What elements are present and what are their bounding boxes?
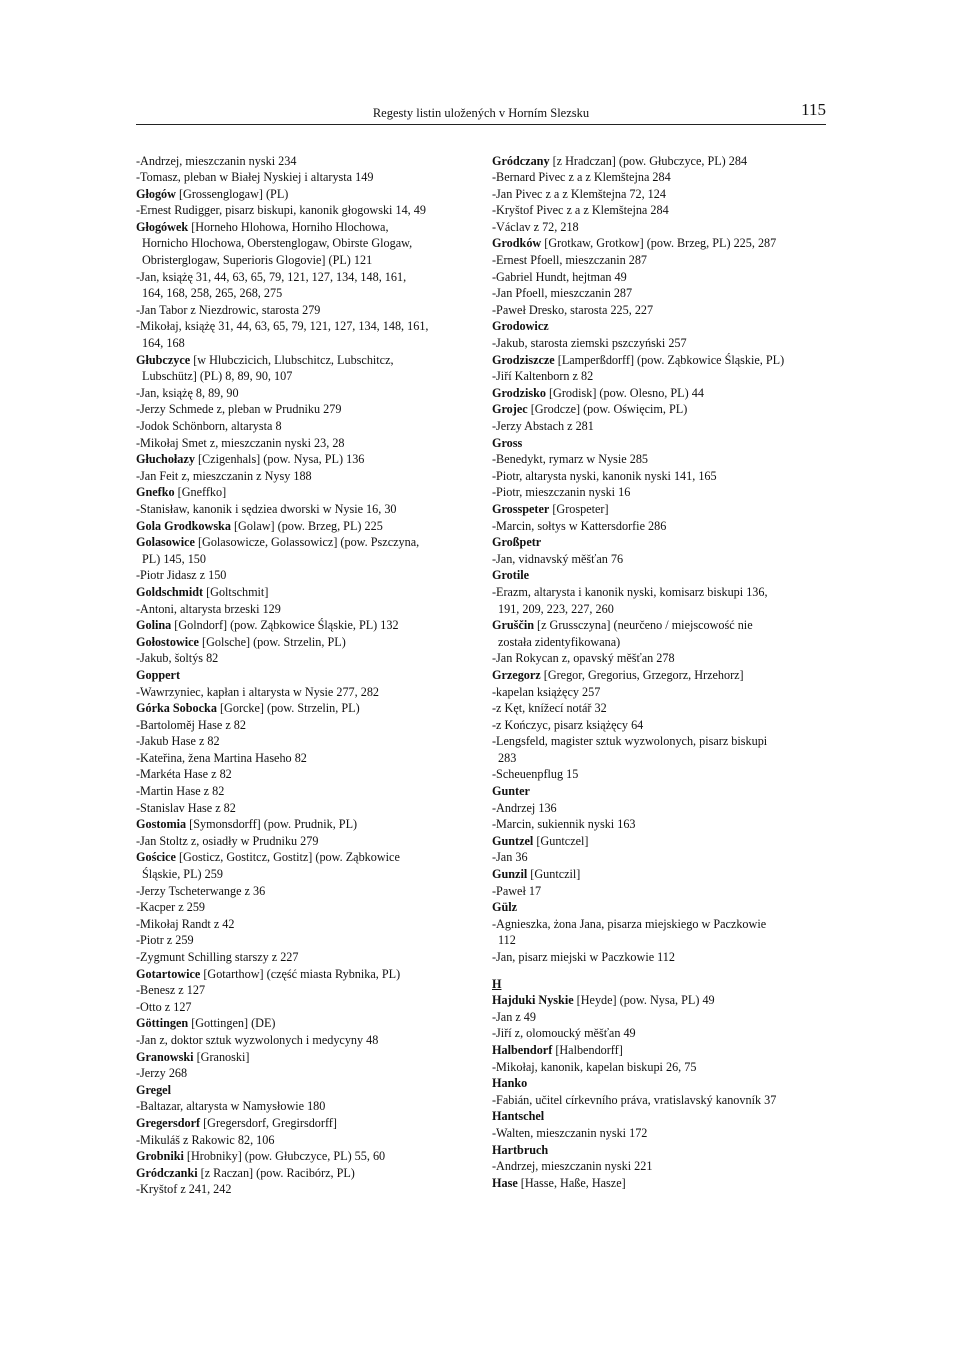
index-headword-entry xyxy=(492,1108,832,1125)
entry-text: -Andrzej, mieszczanin nyski 221 xyxy=(492,1159,653,1174)
entry-text: -Ernest Pfoell, mieszczanin 287 xyxy=(492,253,648,268)
entry-text: [Czigenhals] (pow. Nysa, PL) 136 xyxy=(194,452,365,467)
index-headword-entry xyxy=(136,352,476,369)
index-subentry xyxy=(492,849,832,866)
headword: Grodzisko xyxy=(492,385,546,400)
entry-text: [Gneffko] xyxy=(174,485,227,500)
headword: Hajduki Nyskie xyxy=(492,993,574,1008)
index-subentry xyxy=(492,650,832,667)
entry-text: -Mikołaj, książę 31, 44, 63, 65, 79, 121, 127, 134, 148, 161, xyxy=(136,319,429,334)
index-subentry xyxy=(136,800,476,817)
index-subentry xyxy=(492,916,832,933)
headword: Gotartowice xyxy=(136,966,201,981)
index-subentry xyxy=(136,932,476,949)
headword: Gregel xyxy=(136,1082,171,1097)
entry-text: -Marcin, sołtys w Kattersdorfie 286 xyxy=(492,518,667,533)
headword: Górka Sobocka xyxy=(136,701,217,716)
index-headword-entry xyxy=(492,899,832,916)
index-subentry xyxy=(136,733,476,750)
index-subentry xyxy=(136,468,476,485)
headword: Głogów xyxy=(136,186,176,201)
index-subentry xyxy=(136,368,476,385)
headword: Grojec xyxy=(492,402,528,417)
entry-text: -Mikuláš z Rakowic 82, 106 xyxy=(136,1132,275,1147)
index-headword-entry xyxy=(492,567,832,584)
index-headword-entry xyxy=(136,186,476,203)
index-subentry xyxy=(136,1181,476,1198)
headword: Grodków xyxy=(492,236,542,251)
index-subentry xyxy=(136,833,476,850)
entry-text: -Bartoloměj Hase z 82 xyxy=(136,717,246,732)
index-subentry xyxy=(136,302,476,319)
headword: Grzegorz xyxy=(492,667,541,682)
index-subentry xyxy=(492,335,832,352)
index-headword-entry xyxy=(492,401,832,418)
headword: Gostomia xyxy=(136,817,187,832)
index-subentry xyxy=(492,302,832,319)
index-headword-entry xyxy=(492,318,832,335)
entry-text: -Jiří z, olomoucký měšťan 49 xyxy=(492,1026,636,1041)
headword: Gola Grodkowska xyxy=(136,518,231,533)
index-subentry xyxy=(136,551,476,568)
entry-text: [Gosticz, Gostitcz, Gostitz] (pow. Ząbkowice xyxy=(175,850,400,865)
index-subentry xyxy=(136,684,476,701)
index-subentry xyxy=(136,501,476,518)
entry-text: -Fabián, učitel církevního práva, vratislavský kanovník 37 xyxy=(492,1092,777,1107)
entry-text: -Erazm, altarysta i kanonik nyski, komisarz biskupi 136, xyxy=(492,584,768,599)
entry-text: 191, 209, 223, 227, 260 xyxy=(498,601,614,616)
index-subentry xyxy=(136,601,476,618)
entry-text: [Hrobniky] (pow. Głubczyce, PL) 55, 60 xyxy=(183,1149,386,1164)
entry-text: [Gregersdorf, Gregirsdorff] xyxy=(200,1115,337,1130)
entry-text: -Bernard Pivec z a z Klemštejna 284 xyxy=(492,170,671,185)
index-headword-entry xyxy=(492,235,832,252)
entry-text: 283 xyxy=(498,750,517,765)
index-subentry xyxy=(492,285,832,302)
entry-text: -Paweł 17 xyxy=(492,883,542,898)
entry-text: -Jakub, šoltýs 82 xyxy=(136,651,219,666)
index-headword-entry xyxy=(492,992,832,1009)
index-subentry xyxy=(492,883,832,900)
index-subentry xyxy=(492,186,832,203)
index-subentry xyxy=(136,235,476,252)
index-headword-entry xyxy=(136,534,476,551)
index-subentry xyxy=(136,866,476,883)
index-headword-entry xyxy=(136,584,476,601)
headword: Gunter xyxy=(492,784,530,799)
entry-text: -Gabriel Hundt, hejtman 49 xyxy=(492,269,627,284)
index-subentry xyxy=(492,252,832,269)
entry-text: -Kacper z 259 xyxy=(136,900,206,915)
index-subentry xyxy=(136,717,476,734)
index-headword-entry xyxy=(136,849,476,866)
entry-text: -Tomasz, pleban w Białej Nyskiej i altarysta 149 xyxy=(136,170,374,185)
entry-text: -Piotr z 259 xyxy=(136,933,194,948)
index-column-left xyxy=(136,153,476,1198)
entry-text: -Jerzy Tscheterwange z 36 xyxy=(136,883,266,898)
index-subentry xyxy=(492,601,832,618)
index-subentry xyxy=(492,551,832,568)
entry-text: -Jakub, starosta ziemski pszczyński 257 xyxy=(492,336,687,351)
index-subentry xyxy=(136,567,476,584)
index-headword-entry xyxy=(492,435,832,452)
entry-text: [Lamperßdorff] (pow. Ząbkowice Śląskie, PL) xyxy=(554,352,785,367)
entry-text: [Grodisk] (pow. Olesno, PL) 44 xyxy=(545,385,704,400)
entry-text: -Jan Tabor z Niezdrowic, starosta 279 xyxy=(136,302,321,317)
headword: Gregersdorf xyxy=(136,1115,201,1130)
entry-text: [Symonsdorff] (pow. Prudnik, PL) xyxy=(186,817,358,832)
entry-text: [Golsche] (pow. Strzelin, PL) xyxy=(198,634,346,649)
index-headword-entry xyxy=(136,617,476,634)
index-subentry xyxy=(492,634,832,651)
index-subentry xyxy=(492,800,832,817)
index-subentry xyxy=(136,1098,476,1115)
index-subentry xyxy=(492,717,832,734)
index-headword-entry xyxy=(492,1075,832,1092)
entry-text: [Grodcze] (pow. Oświęcim, PL) xyxy=(527,402,688,417)
headword: Göttingen xyxy=(136,1016,189,1031)
entry-text: -Jan Feit z, mieszczanin z Nysy 188 xyxy=(136,468,312,483)
headword: Guntzel xyxy=(492,833,534,848)
page-number: 115 xyxy=(801,100,826,119)
index-headword-entry xyxy=(492,667,832,684)
entry-text: -kapelan książęcy 257 xyxy=(492,684,601,699)
entry-text: -Jan, książę 31, 44, 63, 65, 79, 121, 127, 134, 148, 161, xyxy=(136,269,407,284)
index-subentry xyxy=(492,816,832,833)
index-subentry xyxy=(492,932,832,949)
entry-text: -Jan Pfoell, mieszczanin 287 xyxy=(492,286,633,301)
entry-text: [Guntczil] xyxy=(527,867,581,882)
index-subentry xyxy=(492,684,832,701)
entry-text: -Jan Rokycan z, opavský měšťan 278 xyxy=(492,651,675,666)
entry-text: 164, 168, 258, 265, 268, 275 xyxy=(142,286,283,301)
headword: Głogówek xyxy=(136,219,189,234)
index-subentry xyxy=(492,700,832,717)
index-subentry xyxy=(136,435,476,452)
headword: Gross xyxy=(492,435,523,450)
index-subentry xyxy=(492,219,832,236)
index-subentry xyxy=(492,202,832,219)
index-subentry xyxy=(492,1059,832,1076)
entry-text: -Antoni, altarysta brzeski 129 xyxy=(136,601,281,616)
index-subentry xyxy=(136,318,476,335)
index-headword-entry xyxy=(136,451,476,468)
index-subentry xyxy=(136,982,476,999)
headword: Goppert xyxy=(136,667,181,682)
entry-text: -Kryštof Pivec z a z Klemštejna 284 xyxy=(492,203,669,218)
entry-text: -Jan 36 xyxy=(492,850,528,865)
entry-text: [Granoski] xyxy=(193,1049,250,1064)
entry-text: -Mikołaj Smet z, mieszczanin nyski 23, 28 xyxy=(136,435,345,450)
index-subentry xyxy=(492,1092,832,1109)
entry-text: -Benesz z 127 xyxy=(136,983,206,998)
index-headword-entry xyxy=(136,1082,476,1099)
entry-text: [Grossenglogaw] (PL) xyxy=(175,186,289,201)
index-subentry xyxy=(492,269,832,286)
headword: Grodziszcze xyxy=(492,352,555,367)
index-headword-entry xyxy=(492,783,832,800)
index-subentry xyxy=(492,468,832,485)
entry-text: [Golndorf] (pow. Ząbkowice Śląskie, PL) 132 xyxy=(171,618,399,633)
headword: Hase xyxy=(492,1175,518,1190)
index-subentry xyxy=(136,899,476,916)
entry-text: -Baltazar, altarysta w Namysłowie 180 xyxy=(136,1099,326,1114)
entry-text: -z Kęt, knížecí notář 32 xyxy=(492,701,607,716)
entry-text: [Gotarthow] (część miasta Rybnika, PL) xyxy=(200,966,401,981)
entry-text: -Jerzy Schmede z, pleban w Prudniku 279 xyxy=(136,402,342,417)
entry-text: [w Hlubczicich, Llubschitcz, Lubschitcz, xyxy=(190,352,394,367)
index-subentry xyxy=(136,1065,476,1082)
index-subentry xyxy=(136,418,476,435)
entry-text: [z Raczan] (pow. Racibórz, PL) xyxy=(197,1165,355,1180)
section-letter: H xyxy=(492,976,502,991)
index-headword-entry xyxy=(492,833,832,850)
entry-text: została zidentyfikowana) xyxy=(498,634,621,649)
index-subentry xyxy=(136,883,476,900)
entry-text: -Jan, pisarz miejski w Paczkowie 112 xyxy=(492,950,675,964)
index-headword-entry xyxy=(136,1115,476,1132)
index-subentry xyxy=(492,949,832,966)
entry-text: -Piotr, altarysta nyski, kanonik nyski 141, 165 xyxy=(492,468,717,483)
page-header xyxy=(136,100,826,125)
entry-text: [Horneho Hlohowa, Horniho Hlochowa, xyxy=(188,219,389,234)
index-headword-entry xyxy=(492,1175,832,1192)
index-subentry xyxy=(136,169,476,186)
index-subentry xyxy=(136,916,476,933)
index-headword-entry xyxy=(136,1049,476,1066)
entry-text: [Grospeter] xyxy=(549,501,609,516)
entry-text: [Gottingen] (DE) xyxy=(188,1016,276,1031)
running-title: Regesty listin uložených v Horním Slezsku xyxy=(372,106,590,120)
entry-text: Hornicho Hlochowa, Oberstenglogaw, Obirste Glogaw, xyxy=(142,236,413,251)
index-headword-entry xyxy=(492,1142,832,1159)
index-subentry xyxy=(492,733,832,750)
entry-text: -Martin Hase z 82 xyxy=(136,784,225,799)
index-headword-entry xyxy=(136,816,476,833)
entry-text: -Markéta Hase z 82 xyxy=(136,767,232,782)
entry-text: -Jerzy Abstach z 281 xyxy=(492,419,594,433)
headword: Hartbruch xyxy=(492,1142,549,1157)
headword: Grobniki xyxy=(136,1149,184,1164)
index-headword-entry xyxy=(492,385,832,402)
entry-text: Obristerglogaw, Superioris Glogovie] (PL) 121 xyxy=(142,253,373,268)
entry-text: -Benedykt, rymarz w Nysie 285 xyxy=(492,452,649,467)
index-subentry xyxy=(136,1032,476,1049)
entry-text: [Hasse, Haße, Hasze] xyxy=(517,1175,626,1190)
index-subentry xyxy=(136,783,476,800)
index-headword-entry xyxy=(492,153,832,170)
index-subentry xyxy=(492,169,832,186)
headword: Granowski xyxy=(136,1049,194,1064)
index-headword-entry xyxy=(492,617,832,634)
entry-text: -Zygmunt Schilling starszy z 227 xyxy=(136,950,299,964)
entry-text: -Jan z, doktor sztuk wyzwolonych i medycyny 48 xyxy=(136,1032,379,1047)
index-subentry xyxy=(136,401,476,418)
index-subentry xyxy=(492,1158,832,1175)
index-headword-entry xyxy=(136,484,476,501)
index-subentry xyxy=(492,750,832,767)
headword: Hantschel xyxy=(492,1109,545,1124)
entry-text: -Marcin, sukiennik nyski 163 xyxy=(492,817,636,832)
index-subentry xyxy=(492,1025,832,1042)
entry-text: -Jan, książę 8, 89, 90 xyxy=(136,385,239,400)
index-column-right xyxy=(492,153,832,1192)
index-subentry xyxy=(492,584,832,601)
entry-text: [Heyde] (pow. Nysa, PL) 49 xyxy=(573,993,715,1008)
index-headword-entry xyxy=(136,634,476,651)
entry-text: -Jodok Schönborn, altarysta 8 xyxy=(136,419,282,433)
entry-text: -Stanisław, kanonik i sędziea dworski w Nysie 16, 30 xyxy=(136,501,397,516)
index-subentry xyxy=(492,451,832,468)
entry-text: -Jerzy 268 xyxy=(136,1066,188,1081)
entry-text: PL) 145, 150 xyxy=(142,551,206,566)
headword: Golasowice xyxy=(136,535,195,550)
index-subentry xyxy=(492,518,832,535)
index-headword-entry xyxy=(136,667,476,684)
index-subentry xyxy=(136,999,476,1016)
entry-text: -Piotr Jidasz z 150 xyxy=(136,568,227,583)
index-subentry xyxy=(136,1132,476,1149)
headword: Gołostowice xyxy=(136,634,199,649)
entry-text: -Andrzej 136 xyxy=(492,800,557,815)
entry-text: -Lengsfeld, magister sztuk wyzwolonych, pisarz biskupi xyxy=(492,734,768,749)
index-headword-entry xyxy=(136,1148,476,1165)
entry-text: [z Hradczan] (pow. Głubczyce, PL) 284 xyxy=(549,153,748,168)
index-subentry xyxy=(492,418,832,435)
index-headword-entry xyxy=(136,700,476,717)
headword: Gnefko xyxy=(136,485,175,500)
index-subentry xyxy=(492,484,832,501)
index-headword-entry xyxy=(492,501,832,518)
entry-text: [Gregor, Gregorius, Grzegorz, Hrzehorz] xyxy=(540,667,744,682)
entry-text: -Scheuenpflug 15 xyxy=(492,767,579,782)
entry-text: [Halbendorff] xyxy=(552,1042,623,1057)
index-subentry xyxy=(136,385,476,402)
entry-text: -Walten, mieszczanin nyski 172 xyxy=(492,1125,648,1140)
index-subentry xyxy=(136,153,476,170)
entry-text: [Golaw] (pow. Brzeg, PL) 225 xyxy=(230,518,383,533)
entry-text: -Jan, vidnavský měšťan 76 xyxy=(492,551,624,566)
entry-text: Lubschütz] (PL) 8, 89, 90, 107 xyxy=(142,369,293,384)
entry-text: -Jiří Kaltenborn z 82 xyxy=(492,369,594,384)
entry-text: -Ernest Rudigger, pisarz biskupi, kanonik głogowski 14, 49 xyxy=(136,203,426,218)
headword: Gródczany xyxy=(492,153,550,168)
headword: Gülz xyxy=(492,900,518,915)
index-subentry xyxy=(492,766,832,783)
index-headword-entry xyxy=(136,966,476,983)
entry-text: [Gorcke] (pow. Strzelin, PL) xyxy=(216,701,360,716)
index-subentry xyxy=(492,368,832,385)
entry-text: -Andrzej, mieszczanin nyski 234 xyxy=(136,153,297,168)
index-headword-entry xyxy=(492,534,832,551)
index-headword-entry xyxy=(136,219,476,236)
entry-text: [z Grussczyna] (neurčeno / miejscowość nie xyxy=(533,618,753,633)
index-headword-entry xyxy=(492,866,832,883)
entry-text: -Stanislav Hase z 82 xyxy=(136,800,236,815)
headword: Goldschmidt xyxy=(136,584,204,599)
headword: Gródczanki xyxy=(136,1165,198,1180)
entry-text: -Kryštof z 241, 242 xyxy=(136,1182,232,1197)
index-headword-entry xyxy=(492,352,832,369)
entry-text: -Jan z 49 xyxy=(492,1009,536,1024)
headword: Hanko xyxy=(492,1076,528,1091)
headword: Golina xyxy=(136,618,172,633)
entry-text: [Grotkaw, Grotkow] (pow. Brzeg, PL) 225, 287 xyxy=(541,236,777,251)
headword: Głuchołazy xyxy=(136,452,195,467)
index-subentry xyxy=(492,1009,832,1026)
entry-text: [Golasowicze, Golassowicz] (pow. Pszczyna, xyxy=(194,535,420,550)
index-subentry xyxy=(136,252,476,269)
headword: Großpetr xyxy=(492,535,542,550)
entry-text: -Václav z 72, 218 xyxy=(492,219,579,234)
headword: Grodowicz xyxy=(492,319,549,334)
entry-text: [Goltschmit] xyxy=(203,584,269,599)
entry-text: -Jakub Hase z 82 xyxy=(136,734,220,749)
headword: Grotile xyxy=(492,568,530,583)
entry-text: -Mikołaj Randt z 42 xyxy=(136,916,235,931)
entry-text: -Piotr, mieszczanin nyski 16 xyxy=(492,485,631,500)
entry-text: -Paweł Dresko, starosta 225, 227 xyxy=(492,302,654,317)
index-headword-entry xyxy=(492,1042,832,1059)
entry-text: 112 xyxy=(498,933,516,948)
index-subentry xyxy=(136,285,476,302)
headword: Gruščin xyxy=(492,618,534,633)
index-subentry xyxy=(136,750,476,767)
entry-text: -Kateřina, žena Martina Haseho 82 xyxy=(136,750,307,765)
index-subentry xyxy=(136,766,476,783)
index-headword-entry xyxy=(136,1015,476,1032)
entry-text: -Agnieszka, żona Jana, pisarza miejskiego w Paczkowie xyxy=(492,916,767,931)
index-subentry xyxy=(136,949,476,966)
entry-text: -Wawrzyniec, kapłan i altarysta w Nysie 277, 282 xyxy=(136,684,380,699)
entry-text: [Guntczel] xyxy=(533,833,589,848)
index-subentry xyxy=(136,202,476,219)
headword: Grosspeter xyxy=(492,501,550,516)
entry-text: -Mikołaj, kanonik, kapelan biskupi 26, 75 xyxy=(492,1059,697,1074)
entry-text: 164, 168 xyxy=(142,336,185,351)
entry-text: -z Kończyc, pisarz książęcy 64 xyxy=(492,717,644,732)
index-subentry xyxy=(492,1125,832,1142)
entry-text: -Jan Pivec z a z Klemštejna 72, 124 xyxy=(492,186,666,201)
index-subentry xyxy=(136,335,476,352)
entry-text: Śląskie, PL) 259 xyxy=(142,867,223,882)
index-subentry xyxy=(136,650,476,667)
headword: Halbendorf xyxy=(492,1042,553,1057)
index-subentry xyxy=(136,269,476,286)
headword: Gościce xyxy=(136,850,176,865)
index-headword-entry xyxy=(136,518,476,535)
headword: Gunzil xyxy=(492,867,528,882)
entry-text: -Jan Stoltz z, osiadły w Prudniku 279 xyxy=(136,833,319,848)
index-headword-entry xyxy=(136,1165,476,1182)
entry-text: -Otto z 127 xyxy=(136,999,192,1014)
headword: Głubczyce xyxy=(136,352,191,367)
